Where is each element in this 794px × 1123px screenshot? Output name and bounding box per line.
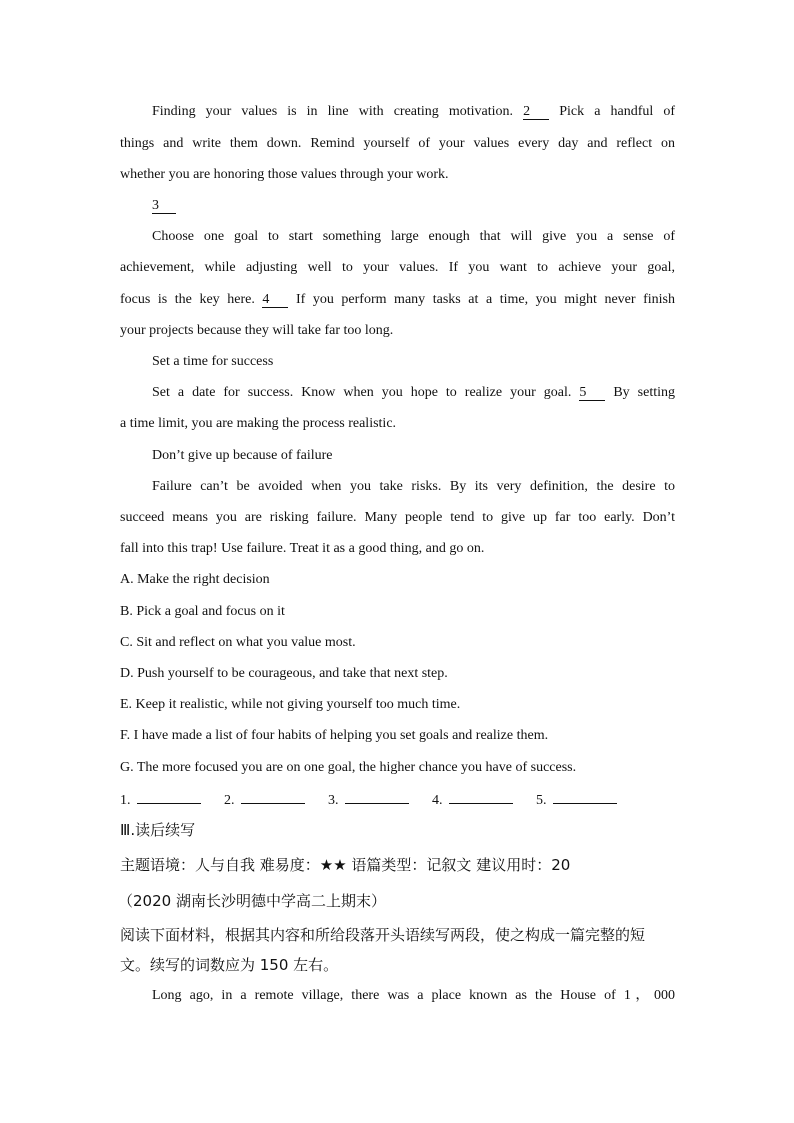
answer-4-blank[interactable]	[449, 790, 513, 804]
option-e: E. Keep it realistic, while not giving yourself too much time.	[120, 697, 461, 712]
para4-line2: succeed means you are risking failure. Many people tend to give up far too early. Don’t	[120, 510, 675, 525]
blank-2: 2	[523, 105, 549, 120]
para1-line1: Finding your values is in line with creating motivation. 2 Pick a handful of	[152, 104, 676, 119]
para2-line4: your projects because they will take far too long.	[120, 323, 394, 338]
option-b: B. Pick a goal and focus on it	[120, 604, 285, 619]
blank-3: 3	[152, 199, 176, 214]
option-c: C. Sit and reflect on what you value most.	[120, 635, 356, 650]
answer-3-blank[interactable]	[345, 790, 409, 804]
blank-3-line	[152, 197, 675, 215]
instruction-line2: 文。续写的词数应为 150 左右。	[120, 956, 339, 974]
option-f: F. I have made a list of four habits of helping you set goals and realize them.	[120, 728, 549, 743]
para2-line3: focus is the key here. 4 If you perform many tasks at a time, you might never finish	[120, 292, 675, 307]
answer-2: 2.	[224, 790, 305, 810]
section-meta: 主题语境：人与自我 难易度：★★ 语篇类型：记叙文 建议用时：20	[120, 856, 571, 874]
option-d: D. Push yourself to be courageous, and take that next step.	[120, 666, 448, 681]
answer-5-blank[interactable]	[553, 790, 617, 804]
para3-line1: Set a date for success. Know when you hope to realize your goal. 5 By setting	[152, 385, 676, 400]
heading-dont-give-up: Don’t give up because of failure	[152, 448, 333, 463]
answer-4: 4.	[432, 790, 513, 810]
section-title: Ⅲ.读后续写	[120, 821, 196, 839]
option-g: G. The more focused you are on one goal, the higher chance you have of success.	[120, 760, 577, 775]
heading-set-a-time: Set a time for success	[152, 354, 274, 369]
para1-line3: whether you are honoring those values through your work.	[120, 167, 449, 182]
section-source: （2020 湖南长沙明德中学高二上期末）	[118, 892, 386, 910]
instruction-line1: 阅读下面材料，根据其内容和所给段落开头语续写两段，使之构成一篇完整的短	[120, 926, 646, 944]
para2-line1: Choose one goal to start something large enough that will give you a sense of	[152, 229, 675, 244]
answer-3: 3.	[328, 790, 409, 810]
blank-5: 5	[579, 386, 605, 401]
option-a: A. Make the right decision	[120, 572, 270, 587]
para2-line2: achievement, while adjusting well to your values. If you want to achieve your goal,	[120, 260, 675, 275]
para4-line1: Failure can’t be avoided when you take risks. By its very definition, the desire to	[152, 479, 675, 494]
answer-5: 5.	[536, 790, 617, 810]
answer-1-blank[interactable]	[137, 790, 201, 804]
answer-1: 1.	[120, 790, 201, 810]
para3-line2: a time limit, you are making the process realistic.	[120, 416, 397, 431]
answer-2-blank[interactable]	[241, 790, 305, 804]
para1-line2: things and write them down. Remind yourself of your values every day and reflect on	[120, 136, 675, 151]
para4-line3: fall into this trap! Use failure. Treat it as a good thing, and go on.	[120, 541, 485, 556]
story-line1: Long ago, in a remote village, there was a place known as the House of 1，000	[152, 988, 675, 1003]
blank-4: 4	[262, 293, 288, 308]
